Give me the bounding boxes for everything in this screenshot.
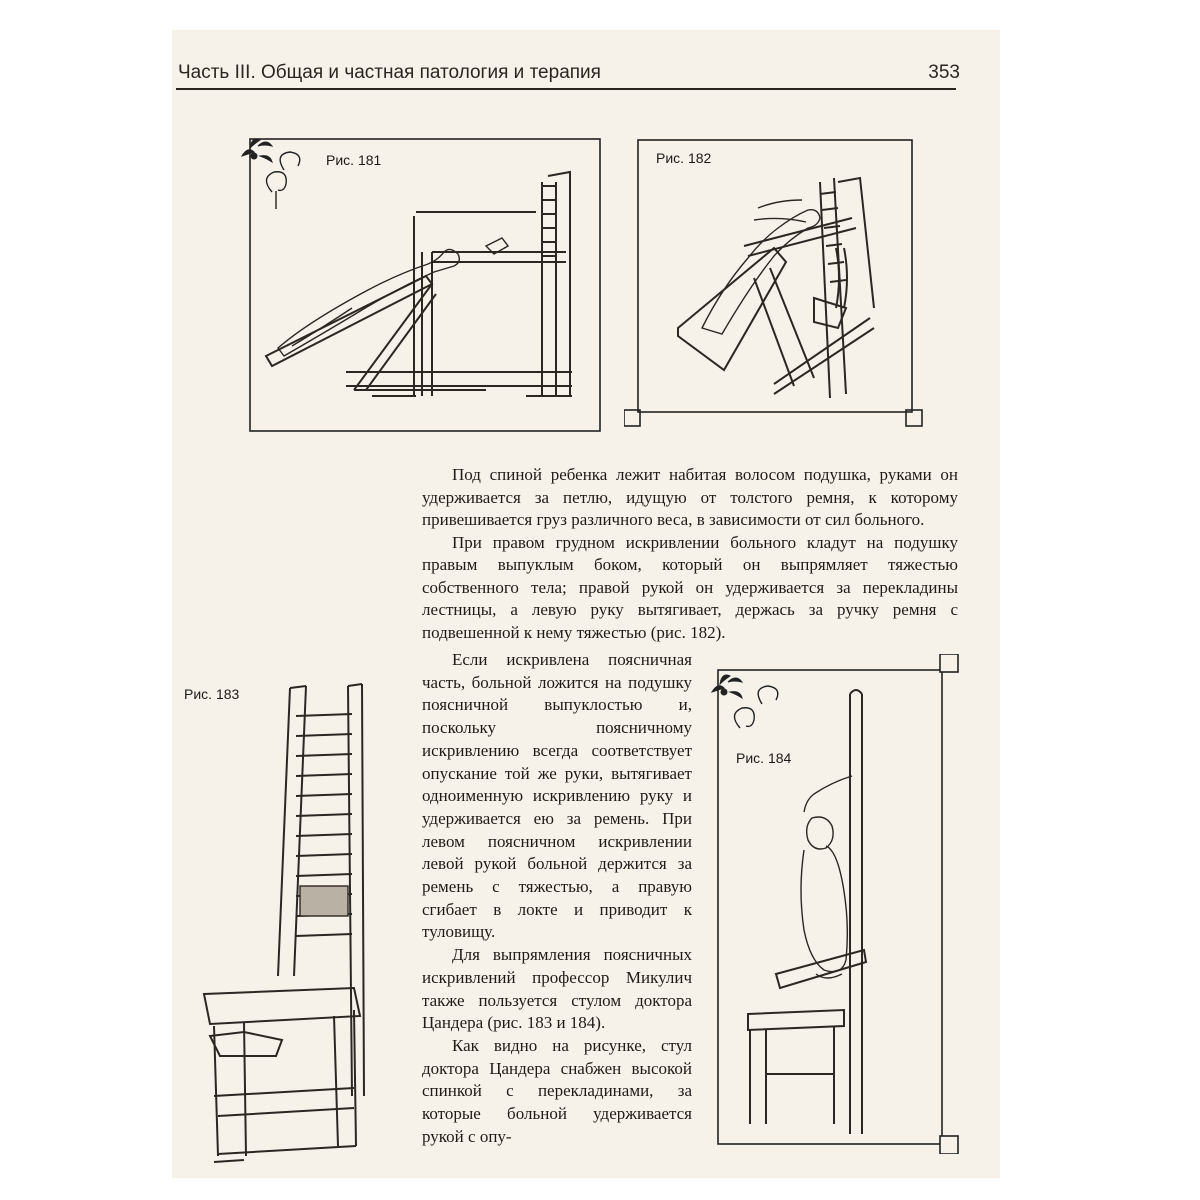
body-text-top xyxy=(422,464,958,644)
paragraph-2: При правом грудном искривлении больного кладут на подушку правым выпуклым боком, который он выпрямляет тяжестью собственного тела; правой рукой он удерживается за перекладины лестницы, а левую руку вытягивает, держась за ручку ремня с подвешенной к нему тяжестью (рис. 182). xyxy=(422,532,958,642)
header-rule xyxy=(176,88,956,90)
figure-181-frame xyxy=(236,134,606,434)
figure-182-frame xyxy=(624,138,924,440)
figure-183-caption: Рис. 183 xyxy=(184,686,240,702)
figure-183 xyxy=(184,676,374,1166)
running-head-title: Часть III. Общая и частная патология и терапия xyxy=(178,62,601,83)
figure-182 xyxy=(624,138,924,440)
figure-181-caption: Рис. 181 xyxy=(326,152,382,168)
figure-184 xyxy=(704,654,966,1154)
figure-183-drawing xyxy=(184,676,374,1166)
figure-184-caption: Рис. 184 xyxy=(736,750,792,766)
ornament-icon xyxy=(712,675,778,728)
figure-184-frame xyxy=(704,654,966,1154)
paragraph-4: Для выпрямления поясничных искривлений профессор Микулич также пользуется стулом доктора Цандера (рис. 183 и 184). xyxy=(422,945,692,1033)
figure-182-caption: Рис. 182 xyxy=(656,150,712,166)
page-number: 353 xyxy=(928,62,960,83)
paragraph-3: Если искривлена поясничная часть, больной ложится на подушку поясничной выпуклостью и, поскольку поясничному искривлению всегда соответствует опускание той же руки, вытягивает одноименную искривлению руку и удерживается ею за ремень. При левом поясничном искривлении левой рукой больной держится за ремень с тяжестью, а правую сгибает в локте и приводит к туловищу. xyxy=(422,650,692,942)
paragraph-5: Как видно на рисунке, стул доктора Цандера снабжен высокой спинкой с перекладинами, за которые больной удерживается рукой с опу- xyxy=(422,1035,692,1146)
figure-181 xyxy=(236,134,606,434)
body-text-column xyxy=(422,649,692,1148)
paragraph-1: Под спиной ребенка лежит набитая волосом подушка, руками он удерживается за петлю, идущую от толстого ремня, к которому привешивается груз различного веса, в зависимости от сил больного. xyxy=(422,465,958,529)
